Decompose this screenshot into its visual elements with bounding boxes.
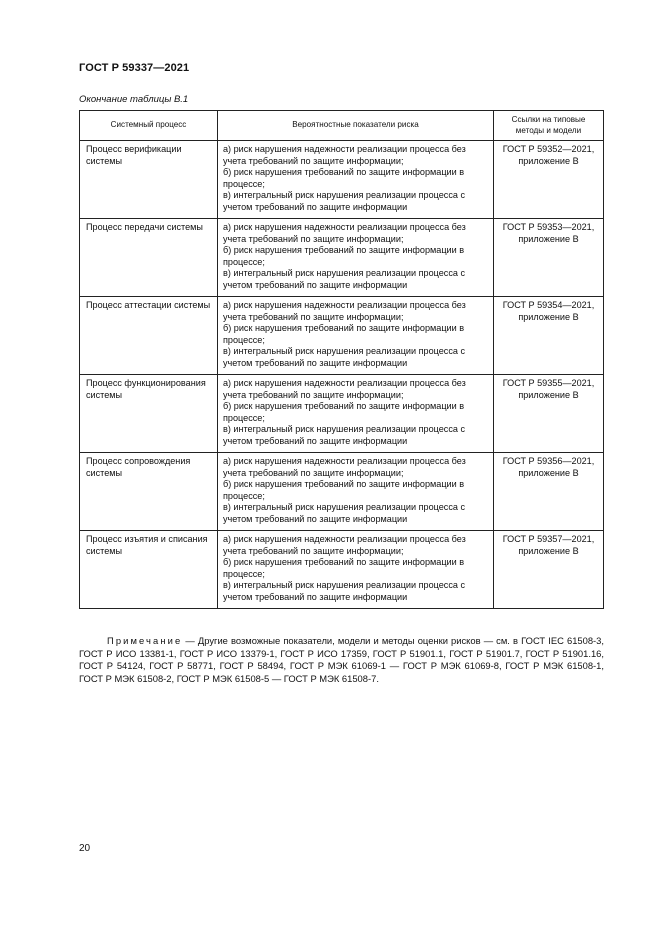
table-row <box>80 141 604 219</box>
cell-risks <box>218 219 494 297</box>
table-caption: Окончание таблицы В.1 <box>79 94 189 105</box>
table-note <box>79 635 604 685</box>
table-header-row <box>80 111 604 141</box>
risk-item: а) риск нарушения надежности реализации процесса без учета требований по защите информации; <box>223 378 466 400</box>
risk-item: в) интегральный риск нарушения реализации процесса с учетом требований по защите информации <box>223 268 466 290</box>
risk-item: в) интегральный риск нарушения реализации процесса с учетом требований по защите информации <box>223 190 466 212</box>
note-label: Примечание <box>107 635 183 646</box>
risk-item: б) риск нарушения требований по защите информации в процессе; <box>223 167 465 189</box>
risk-indicators-table <box>79 110 604 609</box>
cell-refs: ГОСТ Р 59356—2021, приложение В <box>494 453 604 531</box>
cell-process: Процесс верификации системы <box>80 141 218 219</box>
column-header-process: Системный процесс <box>80 111 218 141</box>
cell-risks <box>218 375 494 453</box>
cell-process: Процесс передачи системы <box>80 219 218 297</box>
risk-item: в) интегральный риск нарушения реализации процесса с учетом требований по защите информации <box>223 424 466 446</box>
table-row <box>80 375 604 453</box>
risk-item: в) интегральный риск нарушения реализации процесса с учетом требований по защите информации <box>223 346 466 368</box>
cell-refs: ГОСТ Р 59352—2021, приложение В <box>494 141 604 219</box>
cell-risks <box>218 297 494 375</box>
risk-item: б) риск нарушения требований по защите информации в процессе; <box>223 401 465 423</box>
risk-item: а) риск нарушения надежности реализации процесса без учета требований по защите информации; <box>223 300 466 322</box>
page-number: 20 <box>79 843 91 854</box>
risk-item: б) риск нарушения требований по защите информации в процессе; <box>223 323 465 345</box>
table-row <box>80 453 604 531</box>
column-header-risks: Вероятностные показатели риска <box>218 111 494 141</box>
cell-risks <box>218 531 494 609</box>
risk-item: а) риск нарушения надежности реализации процесса без учета требований по защите информации; <box>223 534 466 556</box>
table-row <box>80 531 604 609</box>
risk-item: б) риск нарушения требований по защите информации в процессе; <box>223 479 465 501</box>
risk-item: а) риск нарушения надежности реализации процесса без учета требований по защите информации; <box>223 222 466 244</box>
cell-refs: ГОСТ Р 59355—2021, приложение В <box>494 375 604 453</box>
table-row <box>80 219 604 297</box>
cell-refs: ГОСТ Р 59354—2021, приложение В <box>494 297 604 375</box>
column-header-refs: Ссылки на типовые методы и модели <box>494 111 604 141</box>
table-row <box>80 297 604 375</box>
note-text: — Другие возможные показатели, модели и методы оценки рисков — см. в ГОСТ IEC 61508-3, ГОСТ Р ИСО 13381-1, ГОСТ Р ИСО 13379-1, ГОСТ Р ИСО 17359, ГОСТ Р 51901.1, ГОСТ Р 51901.7, ГОСТ Р 51901.16, ГОСТ Р 54124, ГОСТ Р 58771, ГОСТ Р 58494, ГОСТ Р МЭК 61069-1 — ГОСТ Р МЭК 61069-8, ГОСТ Р МЭК 61508-1, ГОСТ Р МЭК 61508-2, ГОСТ Р МЭК 61508-5 — ГОСТ Р МЭК 61508-7. <box>79 635 604 684</box>
risk-item: а) риск нарушения надежности реализации процесса без учета требований по защите информации; <box>223 456 466 478</box>
cell-refs: ГОСТ Р 59353—2021, приложение В <box>494 219 604 297</box>
cell-process: Процесс аттестации системы <box>80 297 218 375</box>
risk-item: б) риск нарушения требований по защите информации в процессе; <box>223 557 465 579</box>
cell-process: Процесс функционирования системы <box>80 375 218 453</box>
document-code-header: ГОСТ Р 59337—2021 <box>79 62 190 74</box>
cell-risks <box>218 453 494 531</box>
risk-item: б) риск нарушения требований по защите информации в процессе; <box>223 245 465 267</box>
risk-item: в) интегральный риск нарушения реализации процесса с учетом требований по защите информации <box>223 580 466 602</box>
cell-process: Процесс сопровождения системы <box>80 453 218 531</box>
cell-risks <box>218 141 494 219</box>
risk-item: а) риск нарушения надежности реализации процесса без учета требований по защите информации; <box>223 144 466 166</box>
risk-item: в) интегральный риск нарушения реализации процесса с учетом требований по защите информации <box>223 502 466 524</box>
cell-process: Процесс изъятия и списания системы <box>80 531 218 609</box>
cell-refs: ГОСТ Р 59357—2021, приложение В <box>494 531 604 609</box>
